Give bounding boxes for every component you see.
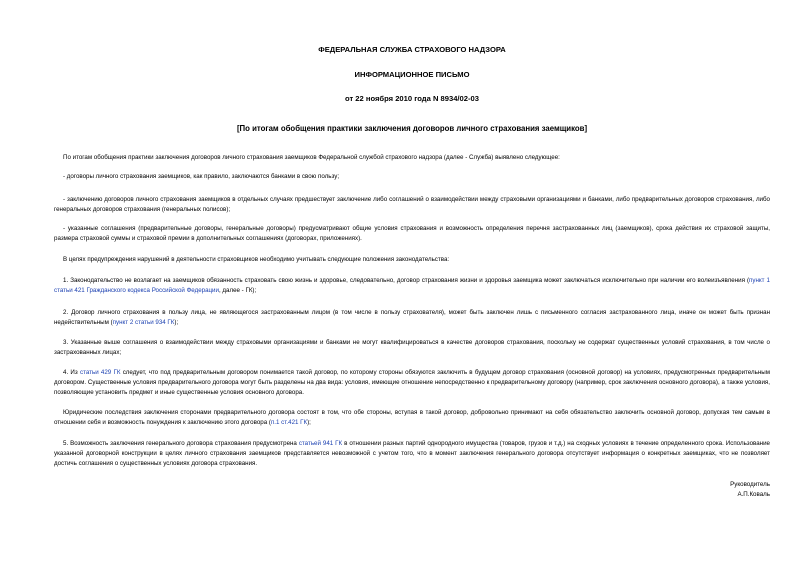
point-4-paragraph — [54, 368, 770, 398]
link-gk-article-421-p1[interactable]: пункт 1 статьи 421 Гражданского кодекса Российской Федерации — [54, 277, 770, 294]
bullet-paragraph-3: - указанные соглашения (предварительные договоры, генеральные договоры) предусматривают общие условия страхования и возможность определения перечня застрахованных лиц (заемщиков), срока действия их страховой защиты, размера страховой суммы и страховой премии в дополнительных соглашениях (договорах, приложениях). — [54, 225, 770, 242]
bullet-paragraph-1: - договоры личного страхования заемщиков, как правило, заключаются банками в свою пользу; — [63, 173, 340, 180]
agency-heading: ФЕДЕРАЛЬНАЯ СЛУЖБА СТРАХОВОГО НАДЗОРА — [318, 45, 506, 54]
link-gk-article-941[interactable]: статьей 941 ГК — [298, 440, 343, 447]
document-date-number: от 22 ноября 2010 года N 8934/02-03 — [345, 94, 479, 103]
legal-consequences-paragraph — [54, 408, 770, 428]
document-page — [54, 0, 770, 571]
point-2-text-start: 2. Договор личного страхования в пользу лица, не являющегося застрахованным лицом (в том числе в пользу страхователя), может быть заключен лишь с письменного согласия застрахованного лица, иначе он может быть признан недействительным ( — [54, 309, 770, 326]
point-1-text-end: , далее - ГК); — [218, 287, 257, 294]
signature-name: А.П.Коваль — [737, 491, 770, 498]
point-5-paragraph — [54, 439, 770, 469]
point-5-text-start: 5. Возможность заключения генерального договора страхования предусмотрена — [63, 440, 299, 447]
point-1-text-start: 1. Законодательство не возлагает на заемщиков обязанность страховать свою жизнь и здоровье, следовательно, договор страхования жизни и здоровья заемщика может заключаться исключительно при наличии его волеизъявления ( — [63, 277, 750, 284]
consequences-text-end: ); — [307, 419, 311, 426]
link-gk-article-429[interactable]: статьи 429 ГК — [79, 369, 121, 376]
intro-paragraph: По итогам обобщения практики заключения договоров личного страхования заемщиков Федеральной службой страхового надзора (далее - Служба) выявлено следующее: — [63, 154, 560, 161]
signature-title: Руководитель — [730, 481, 770, 488]
link-gk-article-934-p2[interactable]: пункт 2 статьи 934 ГК — [112, 319, 175, 326]
point-1-paragraph — [54, 276, 770, 296]
point-4-text-start: 4. Из — [63, 369, 80, 376]
point-5-text-end: в отношении разных партий однородного имущества (товаров, грузов и т.д.) на сходных условиях в течение определенного срока. Использование указанной договорной конструкции в целях личного страхования заемщиков представляется невозможной с учетом того, что в момент заключения генерального договора отсутствует информация о конкретных заемщиках, что не позволяет достичь соглашения о существенных условиях договора страхования. — [54, 440, 770, 467]
point-4-text-end: следует, что под предварительным договором понимается такой договор, по которому стороны обязуются заключить в будущем договор страхования (основной договор) на условиях, предусмотренных предварительным договором. Существенные условия предварительного договора могут быть разделены на два вида: условия, имеющие отношение непосредственно к предварительному договору (например, срок заключения основного договора), а также условия, позволяющие установить предмет и иные существенные условия основного договора. — [54, 369, 770, 396]
point-2-paragraph — [54, 308, 770, 328]
warning-paragraph: В целях предупреждения нарушений в деятельности страховщиков необходимо учитывать следующие положения законодательства: — [63, 256, 450, 263]
document-type-heading: ИНФОРМАЦИОННОЕ ПИСЬМО — [354, 70, 470, 79]
document-subject: [По итогам обобщения практики заключения договоров личного страхования заемщиков] — [236, 124, 588, 133]
bullet-paragraph-2: - заключению договоров личного страхования заемщиков в отдельных случаях предшествует заключение либо соглашений о взаимодействии между страховыми организациями и банками, либо предварительных договоров страхования, либо генеральных договоров страхования (генеральных полисов); — [54, 196, 770, 213]
point-3-paragraph: 3. Указанные выше соглашения о взаимодействии между страховыми организациями и банками не могут квалифицироваться в качестве договоров страхования, поскольку не содержат существенных условий страхования, в том числе о застрахованных лицах; — [54, 339, 770, 356]
link-gk-article-421-p1-short[interactable]: п.1 ст.421 ГК — [270, 419, 308, 426]
point-2-text-end: ); — [174, 319, 179, 326]
consequences-text-start: Юридические последствия заключения сторонами предварительного договора состоят в том, что обе стороны, вступая в такой договор, добровольно принимают на себя обязательство заключить основной договор, допуская тем самым в отношении себя и возможность понуждения к заключению этого договора ( — [54, 409, 770, 426]
